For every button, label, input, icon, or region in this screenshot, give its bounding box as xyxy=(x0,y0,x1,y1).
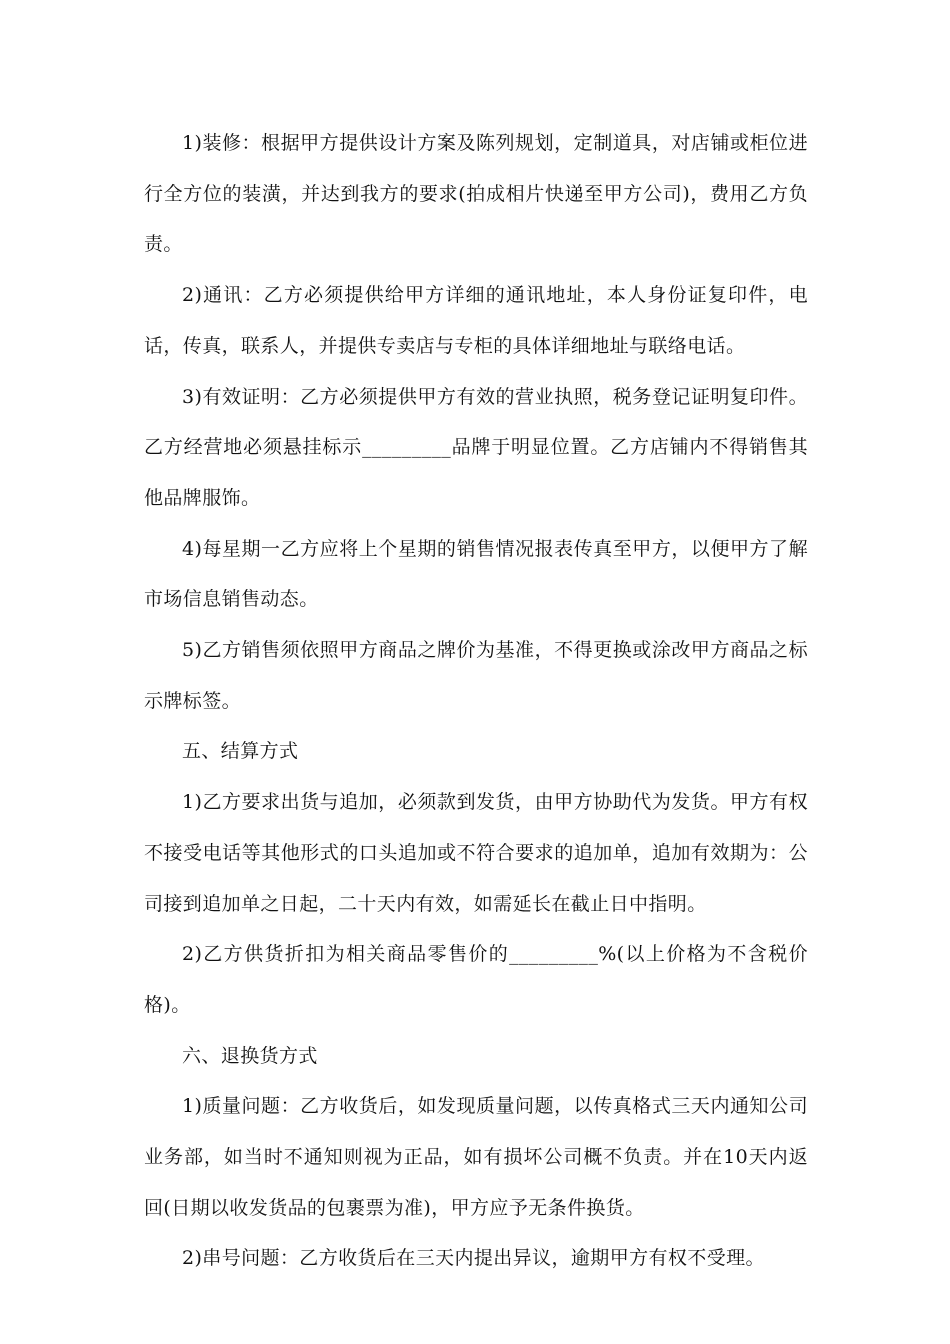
clause-shipment-payment: 1)乙方要求出货与追加，必须款到发货，由甲方协助代为发货。甲方有权不接受电话等其他形式的口头追加或不符合要求的追加单，追加有效期为：公司接到追加单之日起，二十天内有效，如需延长在截止日中指明。 xyxy=(144,791,808,915)
clause-pricing: 5)乙方销售须依照甲方商品之牌价为基准，不得更换或涂改甲方商品之标示牌标签。 xyxy=(144,639,808,712)
clause-supply-discount: 2)乙方供货折扣为相关商品零售价的_________%(以上价格为不含税价格)。 xyxy=(144,943,808,1016)
section-heading-settlement: 五、结算方式 xyxy=(182,740,299,763)
section-heading-returns: 六、退换货方式 xyxy=(182,1044,318,1067)
clause-communication: 2)通讯：乙方必须提供给甲方详细的通讯地址，本人身份证复印件，电话，传真，联系人，并提供专卖店与专柜的具体详细地址与联络电话。 xyxy=(144,284,808,357)
clause-weekly-report: 4)每星期一乙方应将上个星期的销售情况报表传真至甲方，以便甲方了解市场信息销售动态。 xyxy=(144,537,808,611)
clause-serial-issue: 2)串号问题：乙方收货后在三天内提出异议，逾期甲方有权不受理。 xyxy=(182,1247,765,1270)
clause-quality-issue: 1)质量问题：乙方收货后，如发现质量问题，以传真格式三天内通知公司业务部，如当时不通知则视为正品，如有损坏公司概不负责。并在10天内返回(日期以收发货品的包裹票为准)，甲方应予无条件换货。 xyxy=(144,1095,808,1219)
clause-valid-certificate: 3)有效证明：乙方必须提供甲方有效的营业执照，税务登记证明复印件。乙方经营地必须悬挂标示_________品牌于明显位置。乙方店铺内不得销售其他品牌服饰。 xyxy=(144,385,808,509)
document-body xyxy=(144,118,808,1284)
clause-decoration: 1)装修：根据甲方提供设计方案及陈列规划，定制道具，对店铺或柜位进行全方位的装潢，并达到我方的要求(拍成相片快递至甲方公司)，费用乙方负责。 xyxy=(144,132,808,256)
